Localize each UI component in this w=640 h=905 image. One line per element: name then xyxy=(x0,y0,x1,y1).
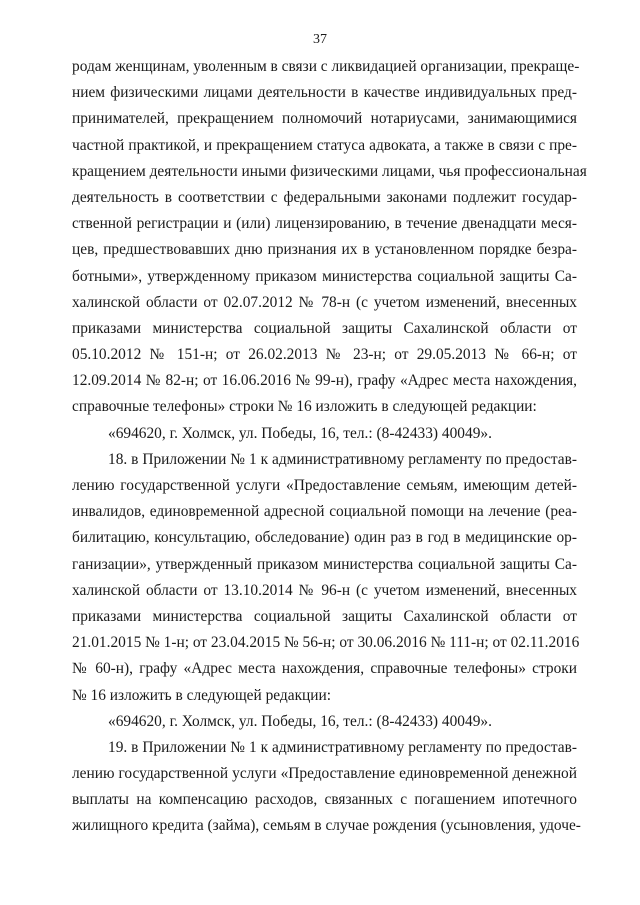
text-line: лению государственной услуги «Предоставление семьям, имеющим детей- xyxy=(72,477,577,494)
text-line: «694620, г. Холмск, ул. Победы, 16, тел.: (8-42433) 40049». xyxy=(108,424,492,442)
text-line: № 60-н), графу «Адрес места нахождения, справочные телефоны» строки xyxy=(72,660,577,678)
text-line: билитацию, консультацию, обследование) один раз в год в медицинские ор- xyxy=(72,529,577,547)
text-line: принимателей, прекращением полномочий нотариусами, занимающимися xyxy=(72,110,577,128)
body-text xyxy=(72,54,587,840)
text-line: 18. в Приложении № 1 к административному регламенту по предостав- xyxy=(108,450,577,468)
text-line: ботными», утвержденному приказом министерства социальной защиты Са- xyxy=(72,267,577,285)
text-line: родам женщинам, уволенным в связи с ликвидацией организации, прекраще- xyxy=(72,58,580,75)
text-line: 05.10.2012 № 151-н; от 26.02.2013 № 23-н; от 29.05.2013 № 66-н; от xyxy=(72,346,577,364)
text-line: деятельность в соответствии с федеральными законами подлежит государ- xyxy=(72,188,577,206)
text-line: ганизации», утвержденный приказом министерства социальной защиты Са- xyxy=(72,555,577,573)
text-line: халинской области от 13.10.2014 № 96-н (с учетом изменений, внесенных xyxy=(72,581,577,599)
text-line: «694620, г. Холмск, ул. Победы, 16, тел.: (8-42433) 40049». xyxy=(108,712,492,730)
text-line: ственной регистрации и (или) лицензированию, в течение двенадцати меся- xyxy=(72,215,577,233)
text-line: нием физическими лицами деятельности в качестве индивидуальных пред- xyxy=(72,84,577,102)
text-line: 12.09.2014 № 82-н; от 16.06.2016 № 99-н), графу «Адрес места нахождения, xyxy=(72,372,577,390)
text-line: выплаты на компенсацию расходов, связанных с погашением ипотечного xyxy=(72,791,577,809)
text-line: халинской области от 02.07.2012 № 78-н (с учетом изменений, внесенных xyxy=(72,293,577,311)
text-line: цев, предшествовавших дню признания их в установленном порядке безра- xyxy=(72,241,577,259)
text-line: жилищного кредита (займа), семьям в случае рождения (усыновления, удоче- xyxy=(72,817,581,835)
text-line: приказами министерства социальной защиты Сахалинской области от xyxy=(72,319,577,337)
text-line: кращением деятельности иными физическими лицами, чья профессиональная xyxy=(72,162,587,180)
text-line: приказами министерства социальной защиты Сахалинской области от xyxy=(72,607,577,625)
text-line: справочные телефоны» строки № 16 изложить в следующей редакции: xyxy=(72,398,537,416)
page-number: 37 xyxy=(313,32,327,47)
text-line: инвалидов, единовременной адресной социальной помощи на лечение (реа- xyxy=(72,503,577,521)
text-line: 19. в Приложении № 1 к административному регламенту по предостав- xyxy=(108,738,577,756)
text-line: № 16 изложить в следующей редакции: xyxy=(72,686,332,704)
text-line: лению государственной услуги «Предоставление единовременной денежной xyxy=(72,765,577,783)
text-line: частной практикой, и прекращением статуса адвоката, а также в связи с пре- xyxy=(72,136,577,154)
text-line: 21.01.2015 № 1-н; от 23.04.2015 № 56-н; от 30.06.2016 № 111-н; от 02.11.2016 xyxy=(72,634,580,652)
